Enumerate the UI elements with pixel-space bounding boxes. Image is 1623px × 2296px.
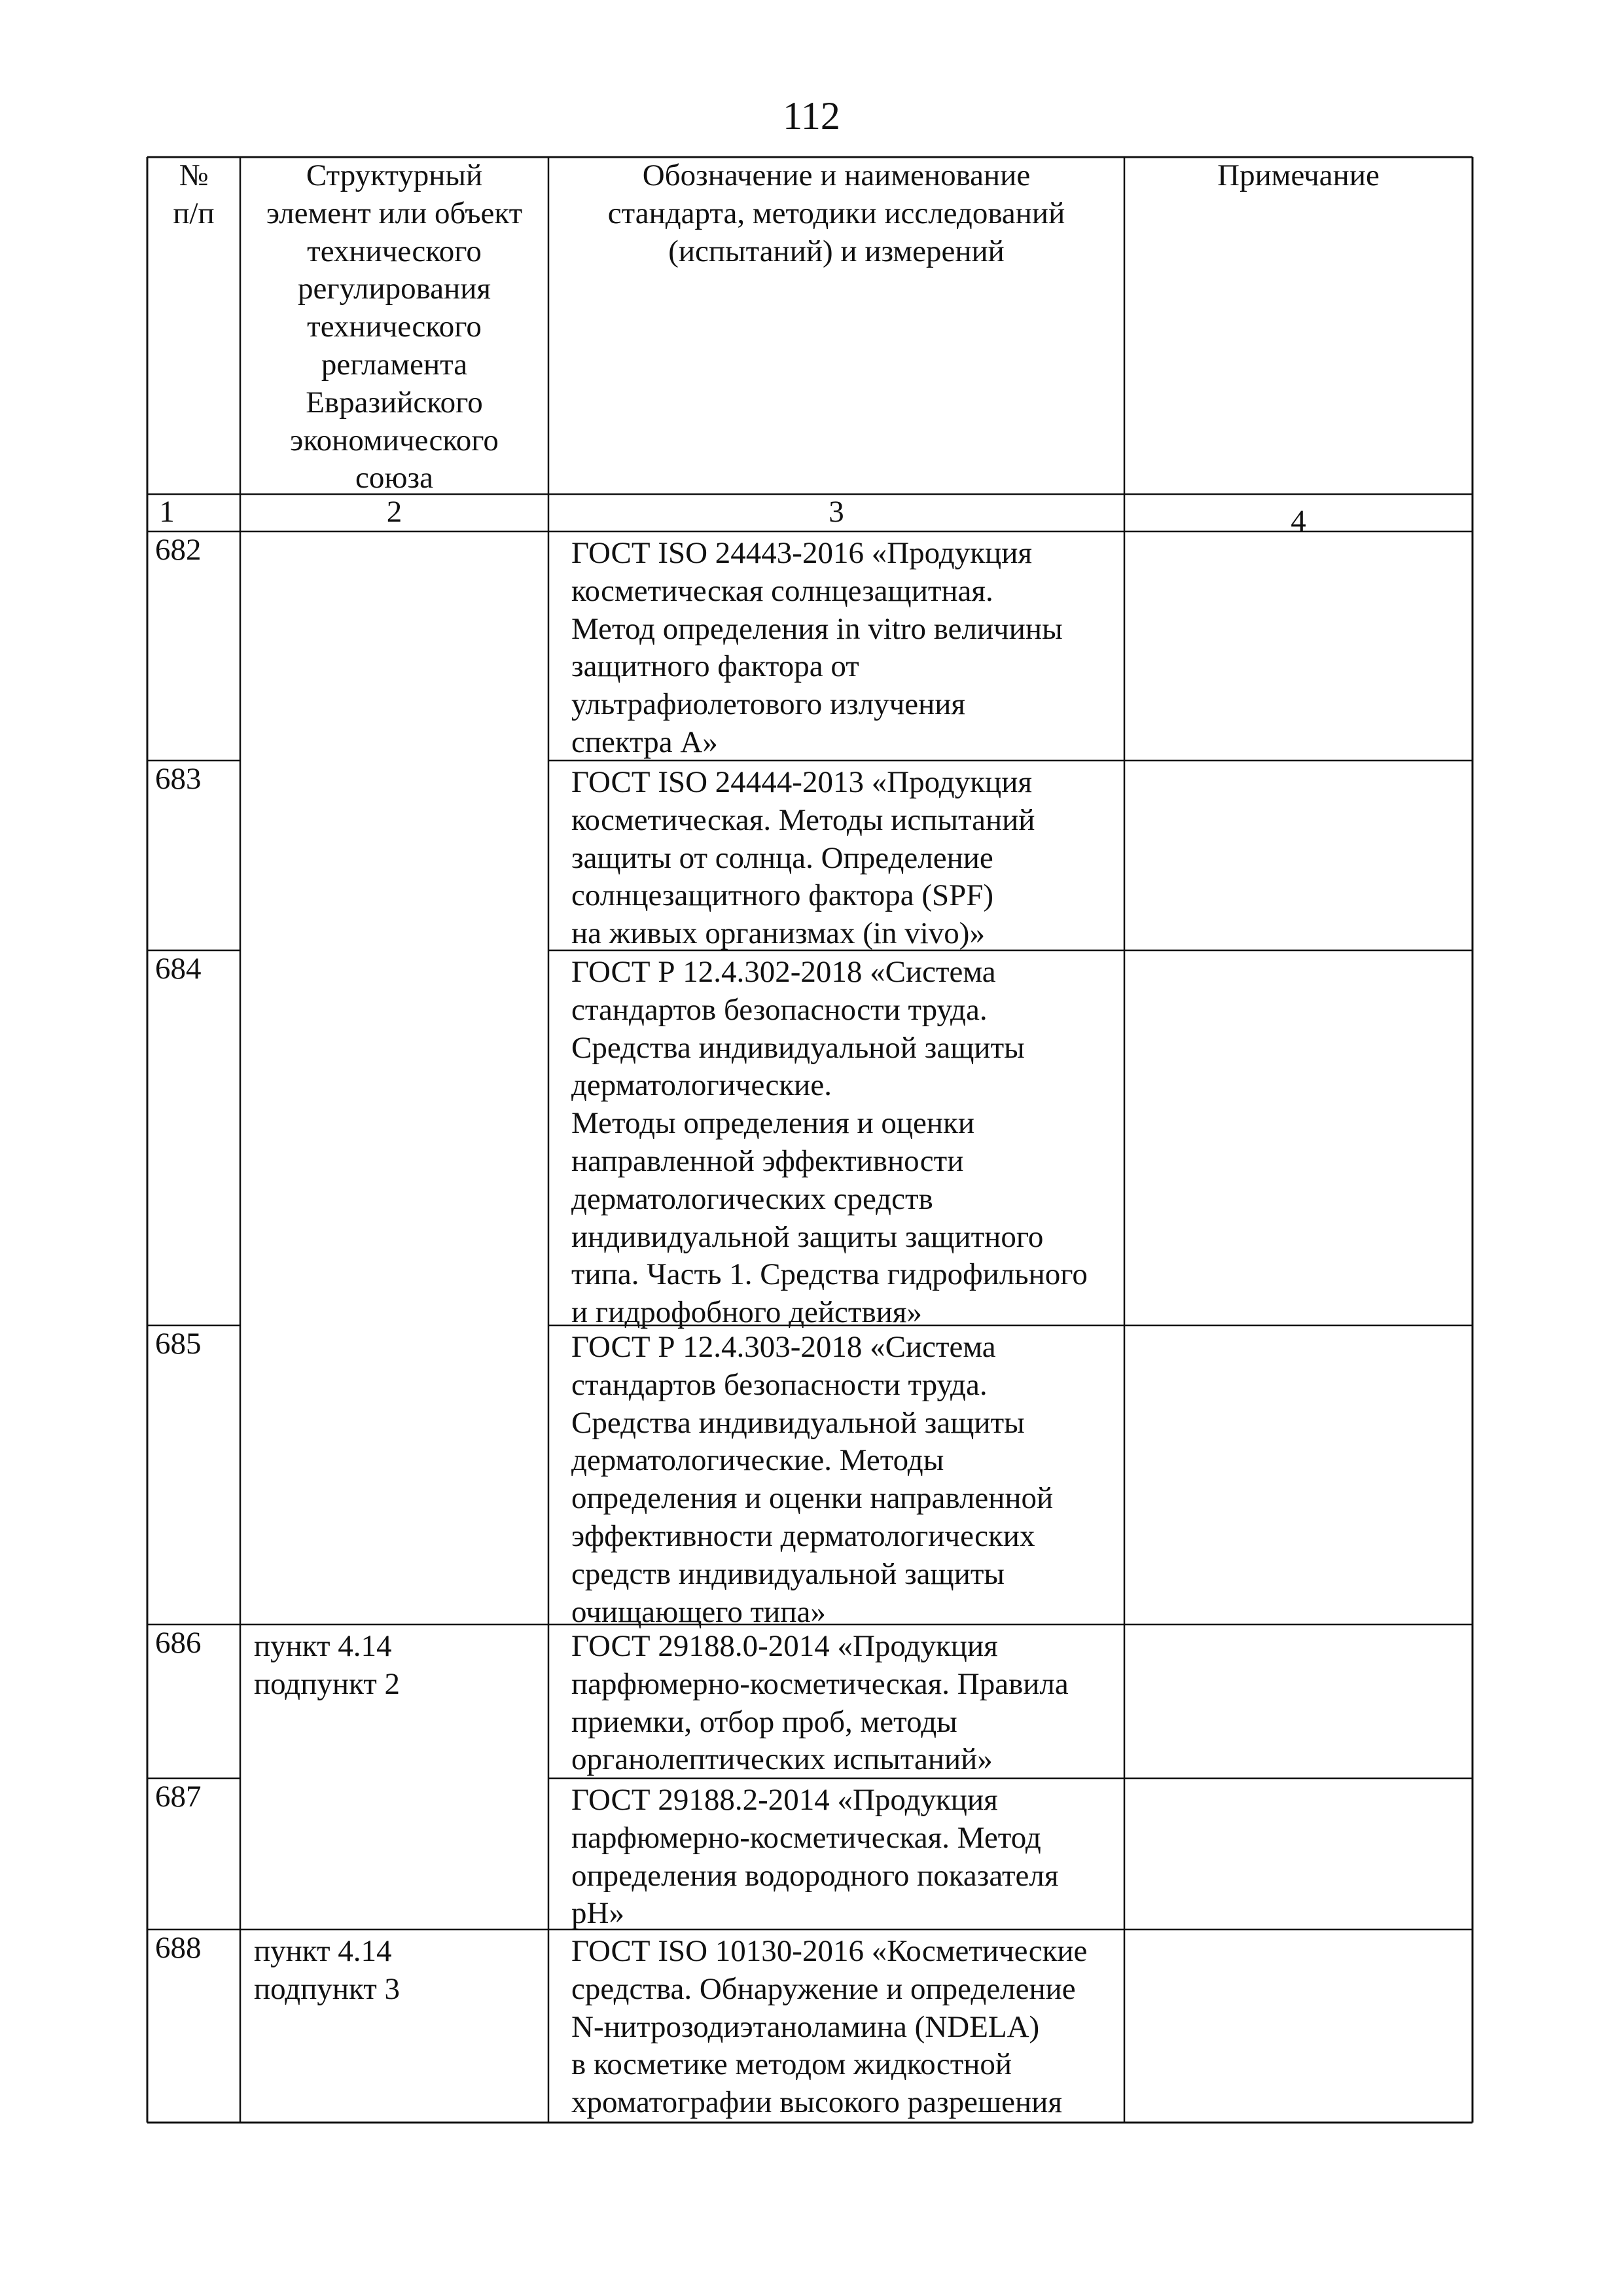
table-row-686-num xyxy=(155,1624,202,1662)
header-element-line: Евразийского xyxy=(306,385,483,420)
header-note-line: Примечание xyxy=(1217,158,1380,192)
table-row-684-standard xyxy=(571,954,1088,1332)
standard-line: Средства индивидуальной защиты xyxy=(571,1405,1025,1440)
table-row-688-num xyxy=(155,1929,202,1967)
table-row-684-num xyxy=(155,950,202,988)
header-element-line: регулирования xyxy=(297,272,491,306)
element-line: пункт 4.14 xyxy=(254,1934,392,1968)
table-row-685-standard xyxy=(571,1329,1053,1631)
standard-line: дерматологические. Методы xyxy=(571,1443,944,1478)
header-cell-num xyxy=(151,157,237,233)
column-number-2 xyxy=(243,493,545,531)
standard-line: ГОСТ 29188.2-2014 «Продукция xyxy=(571,1783,998,1817)
standard-line: эффективности дерматологических xyxy=(571,1518,1035,1553)
header-num-line: п/п xyxy=(173,196,215,230)
row-number: 687 xyxy=(155,1780,202,1814)
standard-line: N-нитрозодиэтаноламина (NDELA) xyxy=(571,2009,1040,2044)
standard-line: направленной эффективности xyxy=(571,1143,964,1178)
standard-line: стандартов безопасности труда. xyxy=(571,992,988,1027)
table-row-686-standard xyxy=(571,1628,1069,1779)
table-row-683-standard xyxy=(571,764,1035,953)
header-standard-line: стандарта, методики исследований xyxy=(607,196,1065,230)
row-number: 684 xyxy=(155,952,202,986)
header-element-line: регламента xyxy=(321,347,468,382)
standard-line: защитного фактора от xyxy=(571,649,859,684)
column-number-4 xyxy=(1128,503,1469,541)
standard-line: индивидуальной защиты защитного xyxy=(571,1219,1044,1254)
row-number: 682 xyxy=(155,533,202,567)
standard-line: определения водородного показателя xyxy=(571,1858,1059,1893)
standard-line: ГОСТ Р 12.4.302-2018 «Система xyxy=(571,955,996,989)
standard-line: pH» xyxy=(571,1896,624,1931)
standard-line: ГОСТ Р 12.4.303-2018 «Система xyxy=(571,1330,996,1364)
column-number-text: 3 xyxy=(829,495,844,529)
standard-line: Средства индивидуальной защиты xyxy=(571,1030,1025,1065)
standard-line: ГОСТ ISO 10130-2016 «Косметические xyxy=(571,1934,1088,1968)
header-element-line: технического xyxy=(307,234,482,268)
header-cell-element xyxy=(243,157,545,497)
header-element-line: технического xyxy=(307,310,482,344)
standard-line: дерматологических средств xyxy=(571,1181,933,1216)
row-number: 688 xyxy=(155,1931,202,1965)
table-row-688-element xyxy=(254,1933,400,2009)
standard-line: ГОСТ ISO 24444-2013 «Продукция xyxy=(571,765,1032,799)
header-cell-standard xyxy=(552,157,1121,270)
table-row-685-num xyxy=(155,1325,202,1363)
row-number: 686 xyxy=(155,1626,202,1660)
standard-line: спектра А» xyxy=(571,725,718,759)
standard-line: парфюмерно-косметическая. Правила xyxy=(571,1666,1069,1701)
header-standard-line: (испытаний) и измерений xyxy=(668,234,1005,268)
header-num-line: № xyxy=(179,158,209,192)
page-number: 112 xyxy=(783,94,840,137)
element-line: подпункт 3 xyxy=(254,1971,401,2006)
column-number-text: 4 xyxy=(1291,504,1306,538)
column-number-text: 1 xyxy=(159,495,175,529)
table-row-683-num xyxy=(155,761,202,798)
standard-line: средств индивидуальной защиты xyxy=(571,1556,1005,1591)
header-element-line: экономического xyxy=(290,423,499,457)
row-number: 685 xyxy=(155,1327,202,1361)
header-element-line: союза xyxy=(355,461,433,495)
table-row-682-num xyxy=(155,531,202,569)
standard-line: ГОСТ ISO 24443-2016 «Продукция xyxy=(571,536,1032,570)
header-element-line: Структурный xyxy=(306,158,483,192)
header-element-line: элемент или объект xyxy=(266,196,523,230)
standard-line: Методы определения и оценки xyxy=(571,1106,975,1141)
standard-line: в косметике методом жидкостной xyxy=(571,2047,1012,2082)
element-line: пункт 4.14 xyxy=(254,1629,392,1663)
standard-line: ультрафиолетового излучения xyxy=(571,687,966,722)
row-number: 683 xyxy=(155,762,202,796)
standard-line: косметическая солнцезащитная. xyxy=(571,573,993,608)
standard-line: парфюмерно-косметическая. Метод xyxy=(571,1820,1041,1855)
standard-line: типа. Часть 1. Средства гидрофильного xyxy=(571,1257,1088,1292)
standard-line: органолептических испытаний» xyxy=(571,1742,993,1777)
column-number-1 xyxy=(151,493,183,531)
table-row-686-element xyxy=(254,1628,400,1704)
standard-line: косметическая. Методы испытаний xyxy=(571,802,1035,837)
table-row-687-num xyxy=(155,1778,202,1816)
element-line: подпункт 2 xyxy=(254,1666,401,1701)
header-standard-line: Обозначение и наименование xyxy=(642,158,1031,192)
standard-line: приемки, отбор проб, методы xyxy=(571,1704,957,1739)
standard-line: стандартов безопасности труда. xyxy=(571,1367,988,1402)
standard-line: средства. Обнаружение и определение xyxy=(571,1971,1076,2006)
standard-line: солнцезащитного фактора (SPF) xyxy=(571,878,994,913)
standard-line: очищающего типа» xyxy=(571,1594,826,1629)
standard-line: ГОСТ 29188.0-2014 «Продукция xyxy=(571,1629,998,1663)
column-number-text: 2 xyxy=(386,495,402,529)
standard-line: хроматографии высокого разрешения xyxy=(571,2085,1062,2120)
column-number-3 xyxy=(552,493,1121,531)
standard-line: дерматологические. xyxy=(571,1068,832,1103)
table-row-687-standard xyxy=(571,1782,1058,1933)
table-row-688-standard xyxy=(571,1933,1087,2122)
standard-line: Метод определения in vitro величины xyxy=(571,611,1063,646)
standard-line: на живых организмах (in vivo)» xyxy=(571,916,985,951)
standard-line: защиты от солнца. Определение xyxy=(571,840,993,875)
header-cell-note xyxy=(1128,157,1469,195)
standard-line: и гидрофобного действия» xyxy=(571,1295,922,1330)
table-row-682-standard xyxy=(571,535,1063,762)
standard-line: определения и оценки направленной xyxy=(571,1481,1054,1516)
